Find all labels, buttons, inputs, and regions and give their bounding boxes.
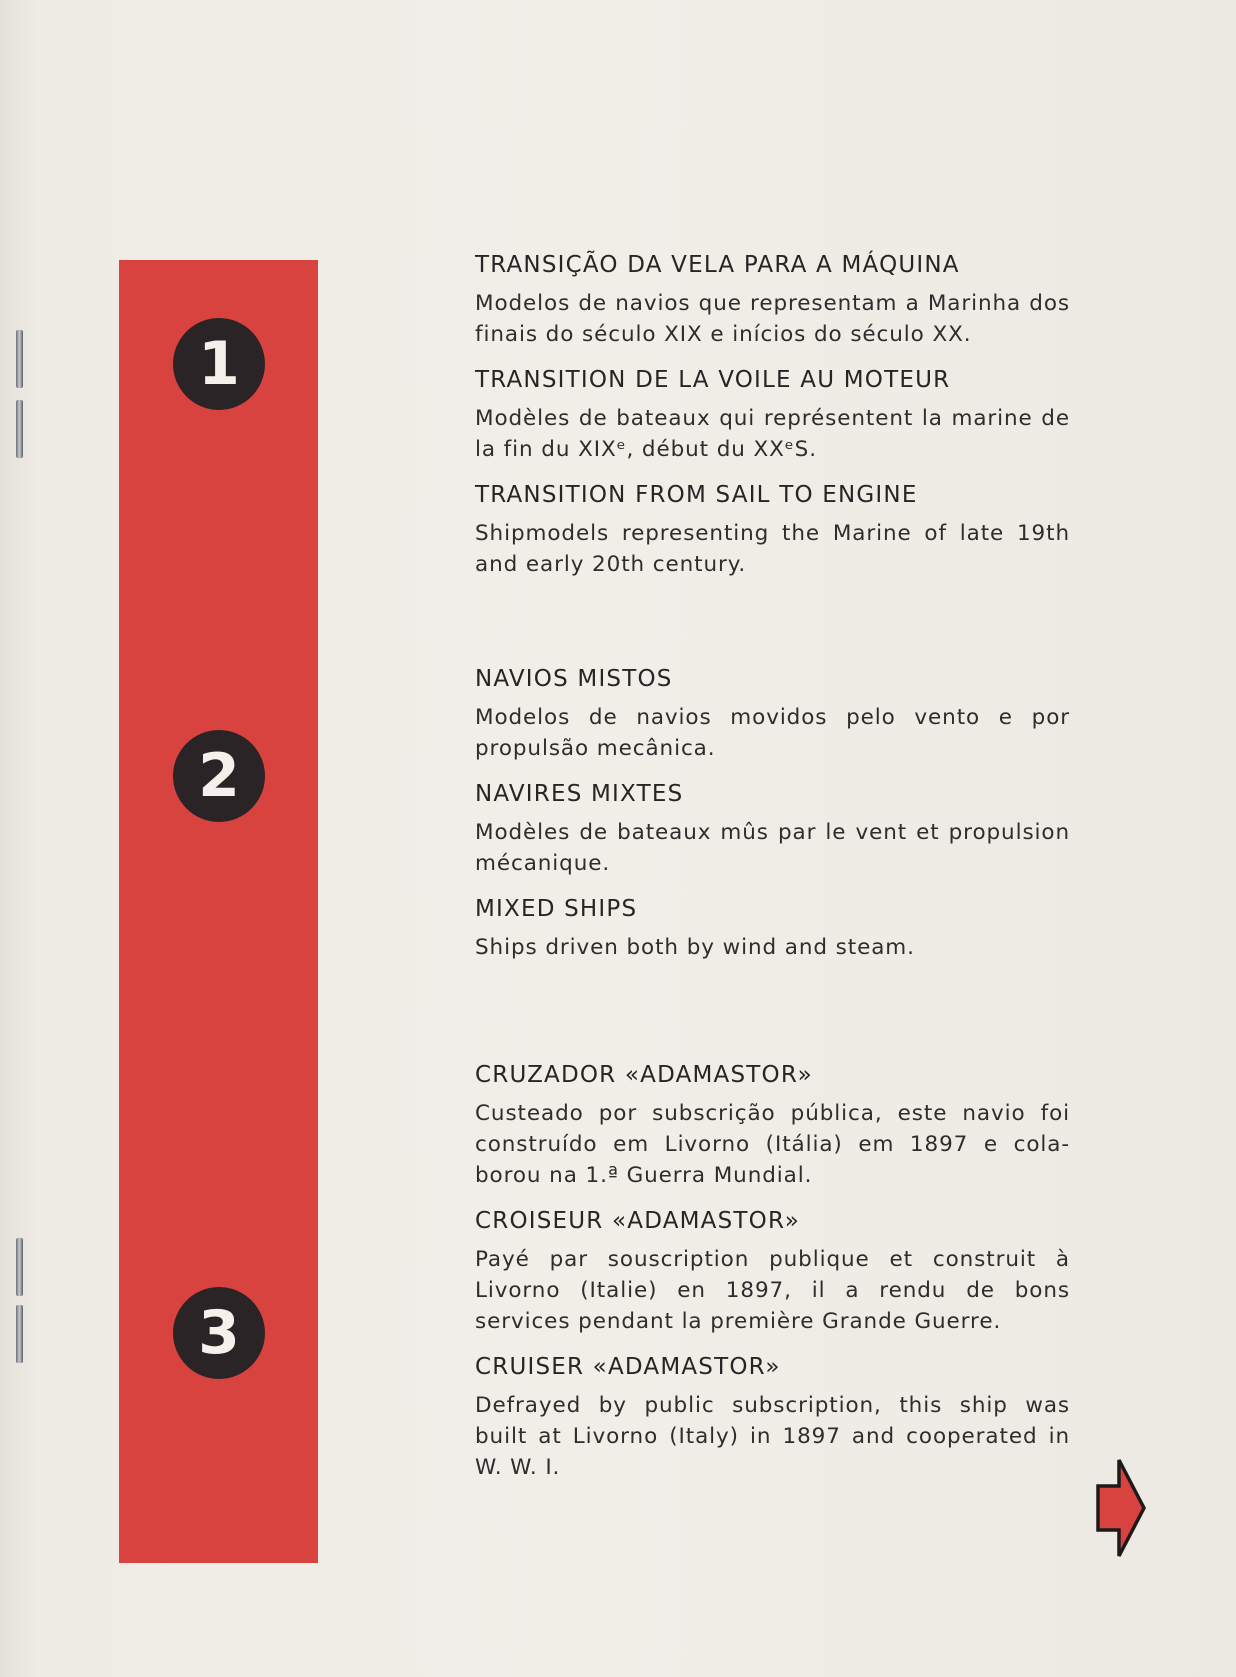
staple-top-1 (16, 330, 23, 388)
block-heading: CRUZADOR «ADAMASTOR» (475, 1062, 813, 1088)
arrow-right-icon[interactable] (1095, 1456, 1147, 1560)
text-block (475, 894, 1070, 963)
block-text: Defrayed by public subscription, this ship was built at Livorno (Italy) in 1897 and cooperated in W. W. I. (475, 1393, 1070, 1480)
text-block (475, 1060, 1070, 1191)
section-1 (475, 250, 1070, 580)
section-3 (475, 1060, 1070, 1483)
block-text: Custeado por subscrição pública, este navio foi construído em Livorno (Itália) em 1897 e cola-borou na 1.ª Guerra Mundial. (475, 1101, 1070, 1188)
block-text: Modelos de navios movidos pelo vento e por propulsão mecânica. (475, 705, 1070, 761)
block-heading: NAVIOS MISTOS (475, 666, 673, 692)
text-block (475, 779, 1070, 879)
staple-top-2 (16, 400, 23, 458)
text-block (475, 365, 1070, 465)
text-block (475, 1206, 1070, 1337)
block-text: Ships driven both by wind and steam. (475, 935, 915, 960)
block-heading: MIXED SHIPS (475, 896, 638, 922)
staple-bottom-1 (16, 1238, 23, 1296)
block-heading: CROISEUR «ADAMASTOR» (475, 1208, 801, 1234)
content-column (475, 250, 1070, 1498)
block-text: Modèles de bateaux qui représentent la marine de la fin du XIXᵉ, début du XXᵉS. (475, 406, 1070, 462)
block-heading: TRANSITION DE LA VOILE AU MOTEUR (475, 367, 951, 393)
block-heading: TRANSITION FROM SAIL TO ENGINE (475, 482, 918, 508)
block-text: Payé par souscription publique et construit à Livorno (Italie) en 1897, il a rendu de bons services pendant la première Grande Guerre. (475, 1247, 1070, 1334)
text-block (475, 1352, 1070, 1483)
block-text: Modèles de bateaux mûs par le vent et propulsion mécanique. (475, 820, 1070, 876)
block-text: Shipmodels representing the Marine of late 19th and early 20th century. (475, 521, 1070, 577)
section-number-badge: 1 (173, 318, 265, 410)
block-heading: TRANSIÇÃO DA VELA PARA A MÁQUINA (475, 252, 960, 278)
text-block (475, 664, 1070, 764)
text-block (475, 480, 1070, 580)
block-text: Modelos de navios que representam a Marinha dos finais do século XIX e inícios do século XX. (475, 291, 1070, 347)
staple-bottom-2 (16, 1305, 23, 1363)
section-2 (475, 664, 1070, 963)
section-number-badge: 2 (173, 730, 265, 822)
text-block (475, 250, 1070, 350)
block-heading: CRUISER «ADAMASTOR» (475, 1354, 781, 1380)
section-number-badge: 3 (173, 1287, 265, 1379)
block-heading: NAVIRES MIXTES (475, 781, 684, 807)
